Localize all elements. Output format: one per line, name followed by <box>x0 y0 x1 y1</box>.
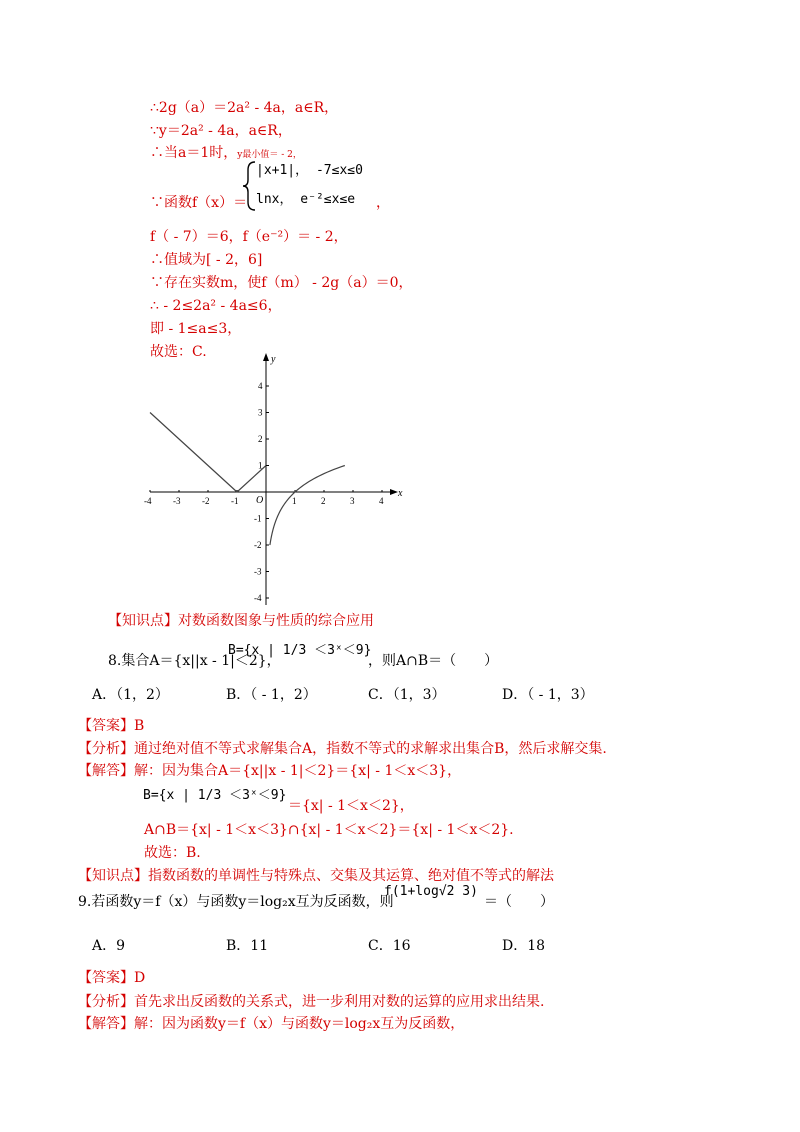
q9-answer <box>78 968 145 988</box>
solution-line-3-main: ∴当a＝1时， <box>150 145 238 161</box>
x-tick-label: 3 <box>350 496 355 506</box>
function-graph <box>140 350 410 610</box>
x-tick-label: -4 <box>144 496 152 506</box>
y-tick-label: 3 <box>258 407 263 418</box>
ymin-label: y最小值＝ - 2， <box>237 150 302 160</box>
q8-answer <box>78 716 144 736</box>
q9-solution-1 <box>78 1014 464 1034</box>
ln-curve <box>270 466 345 546</box>
q9-stem-a: 9.若函数y＝f（x）与函数y＝log₂x互为反函数，则 <box>78 894 394 910</box>
q8-point-text: 指数函数的单调性与特殊点、交集及其运算、绝对值不等式的解法 <box>148 868 554 884</box>
origin-label: O <box>256 495 264 506</box>
q9-stem-b: ＝（ ） <box>484 894 554 910</box>
q8-option-a: A．（1，2） <box>92 687 169 703</box>
solution-line-8: ∴ - 2≤2a² - 4a≤6， <box>150 298 282 314</box>
q9-solution-text-1: 解：因为函数y＝f（x）与函数y＝log₂x互为反函数， <box>134 1016 465 1032</box>
q9-analysis-text: 首先求出反函数的关系式，进一步利用对数的运算的应用求出结果. <box>134 994 545 1010</box>
solution-line-9: 即 - 1≤a≤3， <box>150 321 242 337</box>
q8-solution-text-1: 解：因为集合A＝{x||x - 1|＜2}＝{x| - 1＜x＜3}， <box>134 763 462 779</box>
q7-point-tag: 【知识点】 <box>108 613 178 629</box>
solution-line-6: ∴值域为[ - 2，6] <box>150 252 263 268</box>
x-tick-label: -2 <box>202 496 210 506</box>
q8-solution-2: ＝{x| - 1＜x＜2}， <box>288 798 414 814</box>
q8-option-d: D．（ - 1，3） <box>502 687 594 703</box>
y-tick-label: -4 <box>254 593 262 603</box>
x-axis-arrow-icon <box>390 489 398 495</box>
graph-axes <box>150 353 398 605</box>
abs-curve <box>150 413 266 493</box>
y-axis-arrow-icon <box>263 353 269 361</box>
q8-solution-4: 故选：B. <box>144 845 201 861</box>
piecewise-suffix: ， <box>376 195 390 211</box>
y-tick-label: 4 <box>258 381 263 391</box>
q8-analysis-text: 通过绝对值不等式求解集合A，指数不等式的求解求出集合B，然后求解交集. <box>134 741 607 757</box>
q9-option-c: C．16 <box>368 938 411 954</box>
q8-set-b: B={x | 1/3 ＜3ˣ＜9} <box>228 643 372 658</box>
solution-line-7: ∵存在实数m，使f（m） - 2g（a）＝0， <box>150 275 413 291</box>
q9-analysis-tag: 【分析】 <box>78 994 134 1010</box>
q8-answer-value: B <box>134 718 145 734</box>
q8-answer-tag: 【答案】 <box>78 718 134 734</box>
q7-knowledge-point <box>108 611 374 631</box>
q7-point-text: 对数函数图象与性质的综合应用 <box>178 613 374 629</box>
solution-line-10: 故选：C. <box>150 344 207 360</box>
x-tick-label: 1 <box>292 496 297 506</box>
x-axis-label: x <box>398 488 403 499</box>
y-tick-label: 1 <box>258 460 263 471</box>
solution-line-1: ∴2g（a）＝2a² - 4a，a∈R， <box>150 100 339 116</box>
q8-stem-a: 8.集合A＝{x||x - 1|＜2}， <box>108 653 281 669</box>
q9-answer-tag: 【答案】 <box>78 970 134 986</box>
y-axis-label: y <box>271 354 276 365</box>
q8-solution-3: A∩B＝{x| - 1＜x＜3}∩{x| - 1＜x＜2}＝{x| - 1＜x＜2}. <box>144 822 514 838</box>
q8-stem-b: ，则A∩B＝（ ） <box>368 653 499 669</box>
q8-option-c: C．（1，3） <box>368 687 446 703</box>
x-tick-label: 4 <box>379 496 384 506</box>
q9-expression: f(1+log√2 3) <box>384 884 478 899</box>
q9-option-d: D．18 <box>502 938 546 954</box>
q9-solution-tag: 【解答】 <box>78 1016 134 1032</box>
y-tick-label: -2 <box>254 540 262 550</box>
x-tick-label: -1 <box>231 496 239 506</box>
q8-option-b: B．（ - 1，2） <box>226 687 317 703</box>
q8-analysis <box>78 739 607 759</box>
solution-line-5: f（ - 7）＝6，f（e⁻²）＝ - 2， <box>150 229 348 245</box>
y-tick-label: -3 <box>254 566 262 577</box>
piece-2: lnx， e⁻²≤x≤e <box>256 192 356 207</box>
piecewise-prefix: ∵函数f（x）＝ <box>150 195 248 211</box>
q8-solution-set-b: B={x | 1/3 ＜3ˣ＜9} <box>143 788 287 803</box>
y-tick-label: -1 <box>254 513 262 524</box>
x-tick-label: 2 <box>321 496 326 506</box>
solution-line-2: ∵y＝2a² - 4a，a∈R， <box>150 123 292 139</box>
q8-analysis-tag: 【分析】 <box>78 741 134 757</box>
q8-solution-tag: 【解答】 <box>78 763 134 779</box>
q9-option-a: A．9 <box>92 938 126 954</box>
piece-1: |x+1|， -7≤x≤0 <box>256 163 363 178</box>
q9-analysis <box>78 992 544 1012</box>
q9-answer-value: D <box>134 970 146 986</box>
q8-knowledge-point <box>78 866 554 886</box>
q8-point-tag: 【知识点】 <box>78 868 148 884</box>
q8-solution-1 <box>78 761 461 781</box>
x-tick-label: -3 <box>173 496 181 506</box>
q9-option-b: B．11 <box>226 938 269 954</box>
y-tick-label: 2 <box>258 434 263 444</box>
